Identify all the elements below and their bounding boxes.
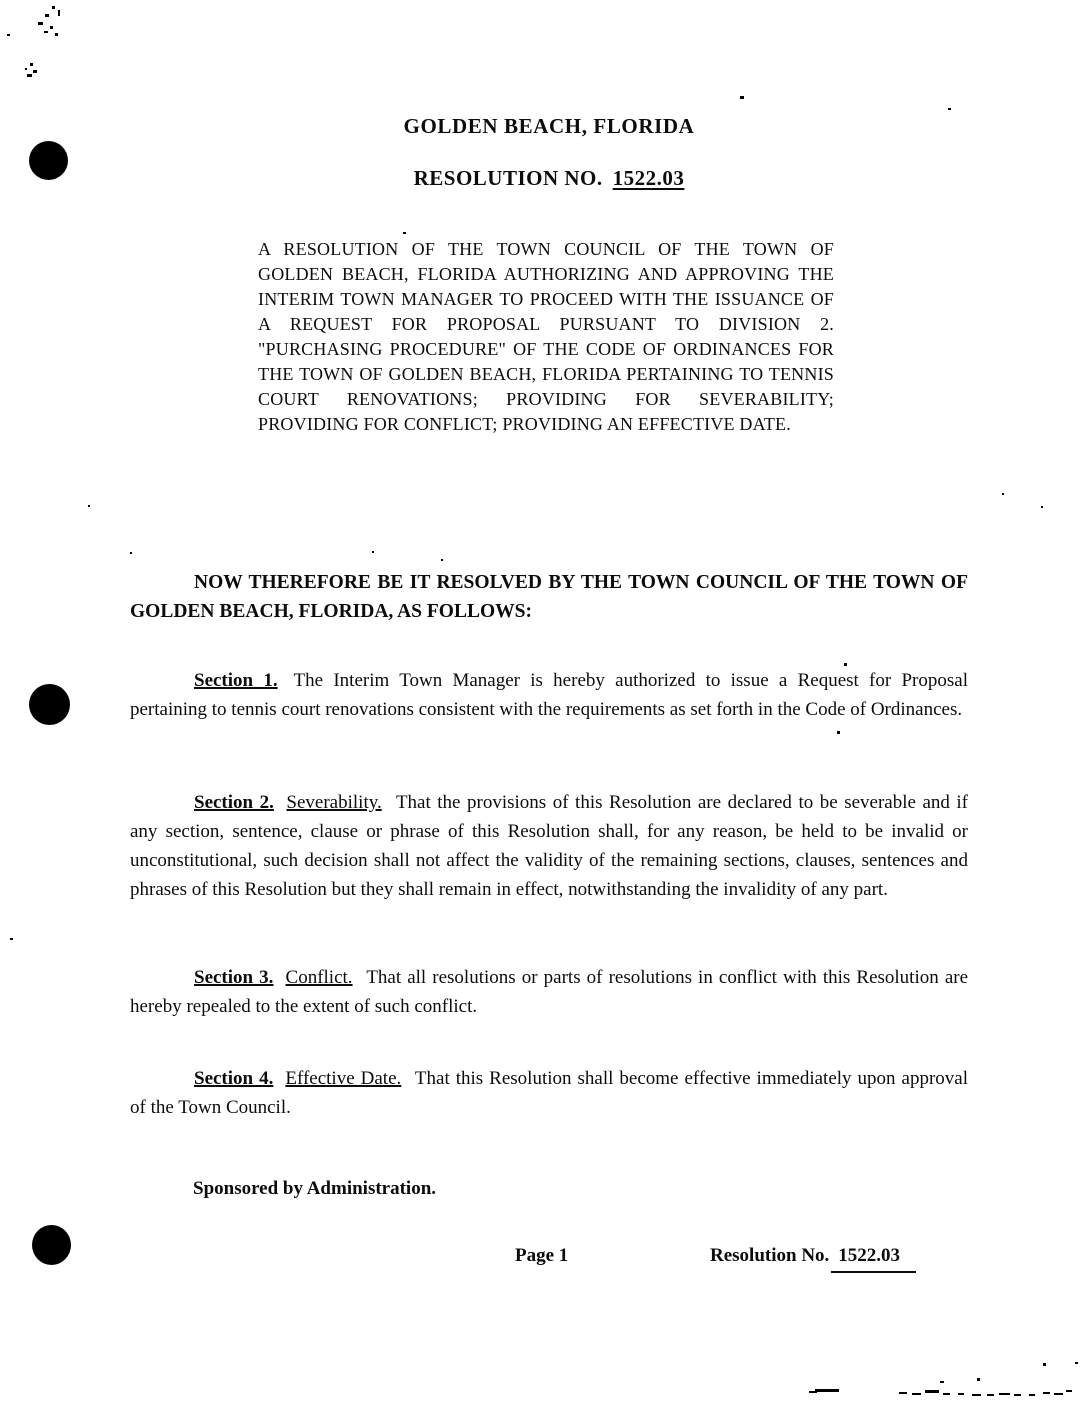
scan-dash [958, 1393, 964, 1395]
scan-dash [1014, 1394, 1021, 1396]
scan-dash [925, 1390, 939, 1393]
sponsored-by-line: Sponsored by Administration. [193, 1178, 437, 1199]
preamble-clause: A RESOLUTION OF THE TOWN COUNCIL OF THE TOWN OF GOLDEN BEACH, FLORIDA AUTHORIZING AND APPROVING THE INTERIM TOWN MANAGER TO PROCEED WITH THE ISSUANCE OF A REQUEST FOR PROPOSAL PURSUANT TO DIVISION 2. "PURCHASING PROCEDURE" OF THE CODE OF ORDINANCES FOR THE TOWN OF GOLDEN BEACH, FLORIDA PERTAINING TO TENNIS COURT RENOVATIONS; PROVIDING FOR SEVERABILITY; PROVIDING FOR CONFLICT; PROVIDING AN EFFECTIVE DATE. [258, 239, 834, 434]
resolution-number-label: RESOLUTION NO. [413, 166, 603, 190]
section-1 [130, 666, 968, 724]
scan-speckle [38, 22, 43, 25]
resolution-number: 1522.03 [612, 166, 685, 190]
scan-dash [1029, 1394, 1035, 1396]
document-title: GOLDEN BEACH, FLORIDA [403, 114, 695, 138]
section-3-subheading: Conflict. [285, 967, 353, 988]
hole-punch-mark [29, 141, 68, 180]
section-2-body: That the provisions of this Resolution are declared to be severable and if any section, sentence, clause or phrase of this Resolution shall, for any reason, be held to be invalid or unconstitutional, such decision shall not affect the validity of the remaining sections, clauses, sentences and phrases of this Resolution but they shall remain in effect, notwithstanding the invalidity of any part. [130, 792, 969, 900]
scan-dash [1054, 1393, 1063, 1395]
scan-speckle [10, 938, 13, 940]
scan-dash [1043, 1392, 1050, 1394]
scan-dash [943, 1393, 950, 1395]
scan-speckle [940, 1381, 944, 1383]
scan-speckle [58, 10, 60, 16]
section-4-heading: Section 4. [194, 1068, 274, 1089]
scan-speckle [44, 31, 48, 33]
section-2-subheading: Severability. [286, 792, 382, 813]
scan-speckle [837, 731, 840, 734]
page-number: Page 1 [515, 1245, 569, 1266]
scan-speckle [1002, 493, 1004, 495]
scan-speckle [25, 68, 27, 70]
scan-speckle [372, 551, 374, 553]
scan-dash [972, 1394, 981, 1396]
scan-dash [999, 1393, 1010, 1395]
section-4 [130, 1064, 968, 1122]
scan-speckle [1075, 1362, 1078, 1364]
resolution-heading [130, 167, 968, 189]
scan-speckle [7, 34, 10, 36]
scan-speckle [50, 26, 53, 29]
footer-resolution-number: 1522.03 [831, 1241, 916, 1273]
scan-speckle [403, 232, 406, 234]
section-4-body: That this Resolution shall become effective immediately upon approval of the Town Council. [130, 1068, 968, 1118]
section-4-subheading: Effective Date. [285, 1068, 402, 1089]
scan-speckle [1043, 1363, 1046, 1366]
hole-punch-mark [29, 684, 70, 725]
scan-speckle [948, 108, 951, 110]
section-2-heading: Section 2. [194, 792, 274, 813]
scan-speckle [55, 33, 58, 36]
scan-speckle [45, 14, 49, 17]
scan-speckle [977, 1378, 980, 1381]
scan-speckle [30, 63, 33, 66]
scan-speckle [52, 6, 55, 9]
section-3 [130, 963, 968, 1021]
section-3-body: That all resolutions or parts of resolutions in conflict with this Resolution are hereby repealed to the extent of such conflict. [130, 967, 969, 1017]
scan-dash [899, 1392, 907, 1394]
hole-punch-mark [32, 1225, 71, 1265]
section-3-heading: Section 3. [194, 967, 274, 988]
scan-dash [912, 1393, 921, 1395]
scan-speckle [33, 70, 37, 73]
scan-speckle [88, 505, 90, 507]
section-1-body: The Interim Town Manager is hereby authorized to issue a Request for Proposal pertaining to tennis court renovations consistent with the requirements as set forth in the Code of Ordinances. [130, 670, 968, 720]
scan-dash [815, 1389, 839, 1392]
scan-speckle [27, 74, 32, 77]
footer-resolution-line [710, 1241, 916, 1273]
resolved-clause: NOW THEREFORE BE IT RESOLVED BY THE TOWN COUNCIL OF THE TOWN OF GOLDEN BEACH, FLORIDA, AS FOLLOWS: [130, 572, 968, 622]
section-2 [130, 788, 968, 904]
scan-speckle [740, 96, 744, 99]
scan-dash [1066, 1390, 1072, 1392]
footer-resolution-label: Resolution No. [710, 1245, 830, 1266]
scan-speckle [441, 559, 443, 561]
scan-speckle [130, 552, 132, 554]
scan-speckle [1041, 506, 1043, 508]
section-1-heading: Section 1. [194, 670, 278, 691]
scan-dash [987, 1394, 994, 1396]
